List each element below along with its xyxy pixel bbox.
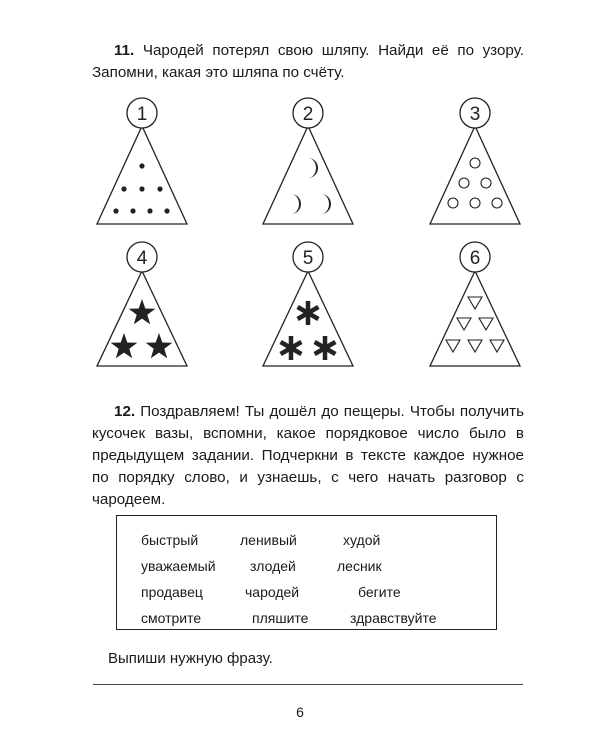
task-11-number: 11. [114, 42, 135, 59]
task-12-body: Поздравляем! Ты дошёл до пещеры. Чтобы получить кусочек вазы, вспомни, какое порядковое число было в предыдущем задании. Подчеркни в тексте каждое нужное по порядку слово, и узнаешь, с чего начать разговор с чародеем. [92, 403, 524, 508]
hat-5 [263, 242, 353, 366]
word[interactable]: продавец [141, 584, 203, 600]
word-box [116, 515, 497, 630]
answer-line[interactable] [93, 684, 523, 685]
hat-5-label: 5 [302, 248, 314, 269]
instruction-text: Выпиши нужную фразу. [108, 650, 273, 667]
hat-4 [97, 242, 187, 366]
task-12-text [92, 401, 524, 511]
hat-6 [430, 242, 520, 366]
word[interactable]: уважаемый [141, 558, 216, 574]
word[interactable]: пляшите [252, 610, 309, 626]
hat-3-label: 3 [469, 104, 481, 125]
task-11-body: Чародей потерял свою шляпу. Найди её по узору. Запомни, какая это шляпа по счёту. [92, 42, 524, 81]
word[interactable]: бегите [358, 584, 401, 600]
hat-3 [430, 98, 520, 224]
hat-1 [97, 98, 187, 224]
hat-2 [263, 98, 353, 224]
task-12-number: 12. [114, 403, 136, 420]
word[interactable]: здравствуйте [350, 610, 437, 626]
word[interactable]: быстрый [141, 532, 199, 548]
word[interactable]: злодей [250, 558, 296, 574]
word[interactable]: ленивый [240, 532, 297, 548]
hat-2-label: 2 [302, 104, 314, 125]
page-number: 6 [296, 704, 304, 720]
hat-4-label: 4 [136, 248, 148, 269]
hat-1-label: 1 [136, 104, 148, 125]
hat-6-label: 6 [469, 248, 481, 269]
word[interactable]: лесник [337, 558, 382, 574]
word[interactable]: худой [343, 532, 381, 548]
word[interactable]: смотрите [141, 610, 202, 626]
word[interactable]: чародей [245, 584, 300, 600]
